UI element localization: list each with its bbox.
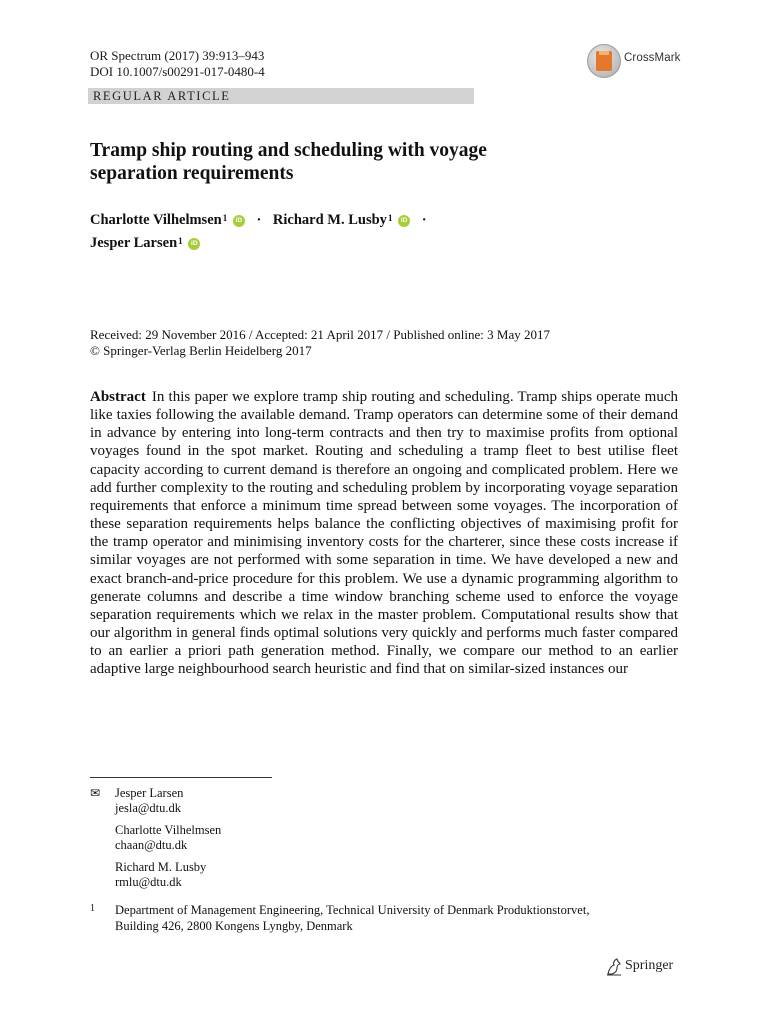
correspondence-name: Jesper Larsen <box>115 786 184 800</box>
author-line-1 <box>90 209 690 232</box>
springer-logo <box>605 957 685 979</box>
affiliation-number: 1 <box>90 903 95 914</box>
article-title <box>90 139 690 185</box>
abstract <box>90 388 678 679</box>
received-accepted-published: Received: 29 November 2016 / Accepted: 21 April 2017 / Published online: 3 May 2017 <box>90 327 550 342</box>
correspondence-name: Richard M. Lusby <box>115 860 207 874</box>
envelope-icon: ✉ <box>90 786 101 800</box>
crossmark-badge[interactable] <box>586 43 686 79</box>
journal-citation: OR Spectrum (2017) 39:913–943 <box>90 48 265 63</box>
copyright-line: © Springer-Verlag Berlin Heidelberg 2017 <box>90 342 312 358</box>
abstract-text: In this paper we explore tramp ship routing and scheduling. Tramp ships operate much like taxies following the available demand. Tramp operators can determine some of their demand in advance by entering into long-term contracts and then try to maximise profits from optional voyages found in the spot market. Routing and scheduling a tramp fleet to best utilise fleet capacity according to current demand is therefore an ongoing and complicated problem. Here we add further complexity to the routing and scheduling problem by incorporating voyage separation requirements that enforce a minimum time spread between some voyages. The incorporation of these separation requirements helps balance the conflicting objectives of maximising profit for the tramp operator and minimising inventory costs for the charterer, since these costs increase if similar voyages are not performed with some separation in time. We have developed a new and exact branch-and-price procedure for this problem. We use a dynamic programming algorithm to generate columns and describe a time window branching scheme used to enforce the voyage separation requirements which we relax in the master problem. Computational results show that our algorithm in general finds optimal solutions very quickly and performs much faster compared to an earlier a priori path generation method. Finally, we compare our method to an earlier adaptive large neighbourhood search heuristic and find that on similar-sized instances our <box>90 389 678 678</box>
correspondence-entry <box>115 860 415 889</box>
journal-metadata <box>90 48 265 79</box>
author-separator: · <box>421 212 427 228</box>
affiliation-text <box>115 903 680 934</box>
author-list <box>90 209 690 255</box>
doi-link[interactable]: DOI 10.1007/s00291-017-0480-4 <box>90 63 265 79</box>
correspondence-email[interactable]: jesla@dtu.dk <box>115 800 182 815</box>
correspondence-entry <box>115 823 415 852</box>
author-line-2 <box>90 232 690 255</box>
orcid-icon[interactable]: iD <box>398 215 410 227</box>
title-line-1: Tramp ship routing and scheduling with voyage <box>90 140 487 161</box>
author-name: Jesper Larsen <box>90 235 178 251</box>
correspondence-email[interactable]: chaan@dtu.dk <box>115 837 188 852</box>
abstract-label: Abstract <box>90 389 146 405</box>
crossmark-label: CrossMark <box>624 52 681 64</box>
author-separator: · <box>256 212 262 228</box>
author-affiliation-sup: 1 <box>387 213 393 223</box>
author-name: Charlotte Vilhelmsen <box>90 212 222 228</box>
springer-horse-icon <box>605 957 623 977</box>
footnote-divider <box>90 777 272 778</box>
author-affiliation-sup: 1 <box>222 213 228 223</box>
springer-label: Springer <box>625 958 674 973</box>
correspondence-name: Charlotte Vilhelmsen <box>115 823 222 837</box>
correspondence-entry <box>115 786 415 815</box>
author-name: Richard M. Lusby <box>272 212 387 228</box>
author-affiliation-sup: 1 <box>178 236 183 246</box>
title-line-2: separation requirements <box>90 163 294 184</box>
article-type: REGULAR ARTICLE <box>93 89 231 103</box>
crossmark-icon <box>587 44 621 78</box>
affiliation-line-1: Department of Management Engineering, Technical University of Denmark Produktionstorvet, <box>115 903 590 917</box>
affiliation-line-2: Building 426, 2800 Kongens Lyngby, Denmark <box>115 918 353 933</box>
orcid-icon[interactable]: iD <box>188 238 200 250</box>
orcid-icon[interactable]: iD <box>233 215 245 227</box>
publication-dates <box>90 327 550 358</box>
correspondence-email[interactable]: rmlu@dtu.dk <box>115 874 182 889</box>
